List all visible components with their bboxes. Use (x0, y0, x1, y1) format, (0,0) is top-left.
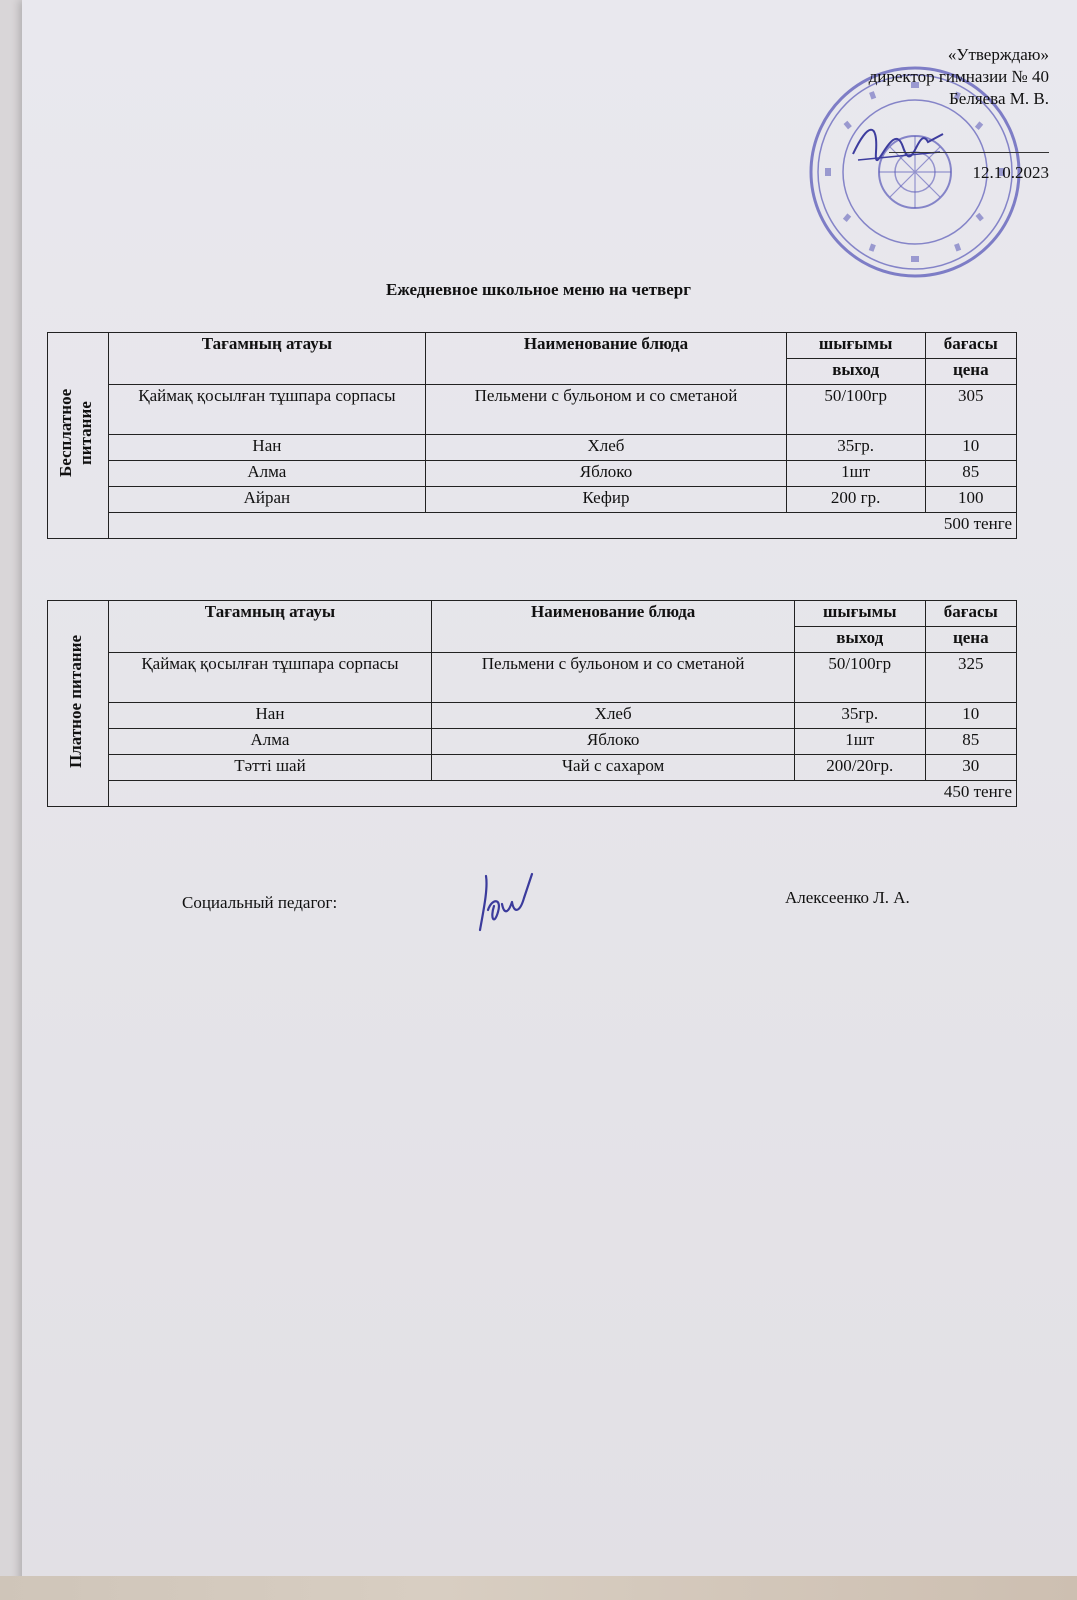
cell-kz: Айран (108, 487, 426, 513)
table-row (48, 729, 1017, 755)
cell-price: 100 (925, 487, 1016, 513)
header-yield-ru: выход (786, 359, 925, 385)
director-signature (848, 112, 948, 172)
side-label: Платное питание (65, 634, 85, 768)
header-yield-ru: выход (795, 627, 926, 653)
cell-ru: Яблоко (432, 729, 795, 755)
table-row (48, 385, 1017, 435)
cell-yield: 1шт (795, 729, 926, 755)
table-row (48, 653, 1017, 703)
cell-yield: 35гр. (786, 435, 925, 461)
table-total: 500 тенге (108, 513, 1016, 539)
page-title: Ежедневное школьное меню на четверг (386, 280, 691, 299)
signature-line (889, 152, 1049, 153)
cell-ru: Хлеб (426, 435, 787, 461)
cell-kz: Тәтті шай (108, 755, 432, 781)
floor-background (0, 1576, 1077, 1600)
header-price-kz: бағасы (925, 333, 1016, 359)
approval-name: Беляева М. В. (949, 89, 1049, 108)
cell-price: 85 (925, 461, 1016, 487)
header-yield-kz: шығымы (786, 333, 925, 359)
side-label: Бесплатное питание (55, 388, 95, 478)
cell-ru: Чай с сахаром (432, 755, 795, 781)
footer-name: Алексеенко Л. А. (785, 888, 910, 907)
header-yield-kz: шығымы (795, 601, 926, 627)
side-label-cell (48, 333, 109, 539)
free-meal-table (47, 332, 1017, 539)
cell-ru: Хлеб (432, 703, 795, 729)
table-row (48, 435, 1017, 461)
cell-kz: Нан (108, 435, 426, 461)
cell-kz: Алма (108, 729, 432, 755)
cell-kz: Қаймақ қосылған тұшпара сорпасы (108, 653, 432, 703)
cell-kz: Қаймақ қосылған тұшпара сорпасы (108, 385, 426, 435)
table-row (48, 487, 1017, 513)
cell-yield: 35гр. (795, 703, 926, 729)
paid-meal-table (47, 600, 1017, 807)
header-name-kz: Тағамның атауы (108, 601, 432, 653)
table-row (48, 755, 1017, 781)
cell-yield: 1шт (786, 461, 925, 487)
approval-block (749, 44, 1049, 182)
cell-price: 30 (925, 755, 1016, 781)
table-total: 450 тенге (108, 781, 1016, 807)
cell-price: 10 (925, 435, 1016, 461)
cell-yield: 200 гр. (786, 487, 925, 513)
approval-heading: «Утверждаю» (947, 45, 1049, 64)
cell-yield: 50/100гр (795, 653, 926, 703)
header-price-ru: цена (925, 627, 1016, 653)
table-row (48, 461, 1017, 487)
cell-price: 325 (925, 653, 1016, 703)
header-name-ru: Наименование блюда (426, 333, 787, 385)
side-label-cell (48, 601, 109, 807)
cell-price: 305 (925, 385, 1016, 435)
cell-yield: 200/20гр. (795, 755, 926, 781)
approval-position: директор гимназии № 40 (868, 67, 1049, 86)
header-price-kz: бағасы (925, 601, 1016, 627)
cell-kz: Нан (108, 703, 432, 729)
header-name-kz: Тағамның атауы (108, 333, 426, 385)
cell-ru: Яблоко (426, 461, 787, 487)
footer-role: Социальный педагог: (182, 893, 338, 912)
cell-ru: Пельмени с бульоном и со сметаной (432, 653, 795, 703)
cell-kz: Алма (108, 461, 426, 487)
header-name-ru: Наименование блюда (432, 601, 795, 653)
header-price-ru: цена (925, 359, 1016, 385)
cell-yield: 50/100гр (786, 385, 925, 435)
cell-price: 85 (925, 729, 1016, 755)
cell-price: 10 (925, 703, 1016, 729)
table-row (48, 703, 1017, 729)
cell-ru: Пельмени с бульоном и со сметаной (426, 385, 787, 435)
approval-date: 12.10.2023 (972, 163, 1049, 182)
cell-ru: Кефир (426, 487, 787, 513)
social-pedagogue-signature (462, 868, 542, 938)
